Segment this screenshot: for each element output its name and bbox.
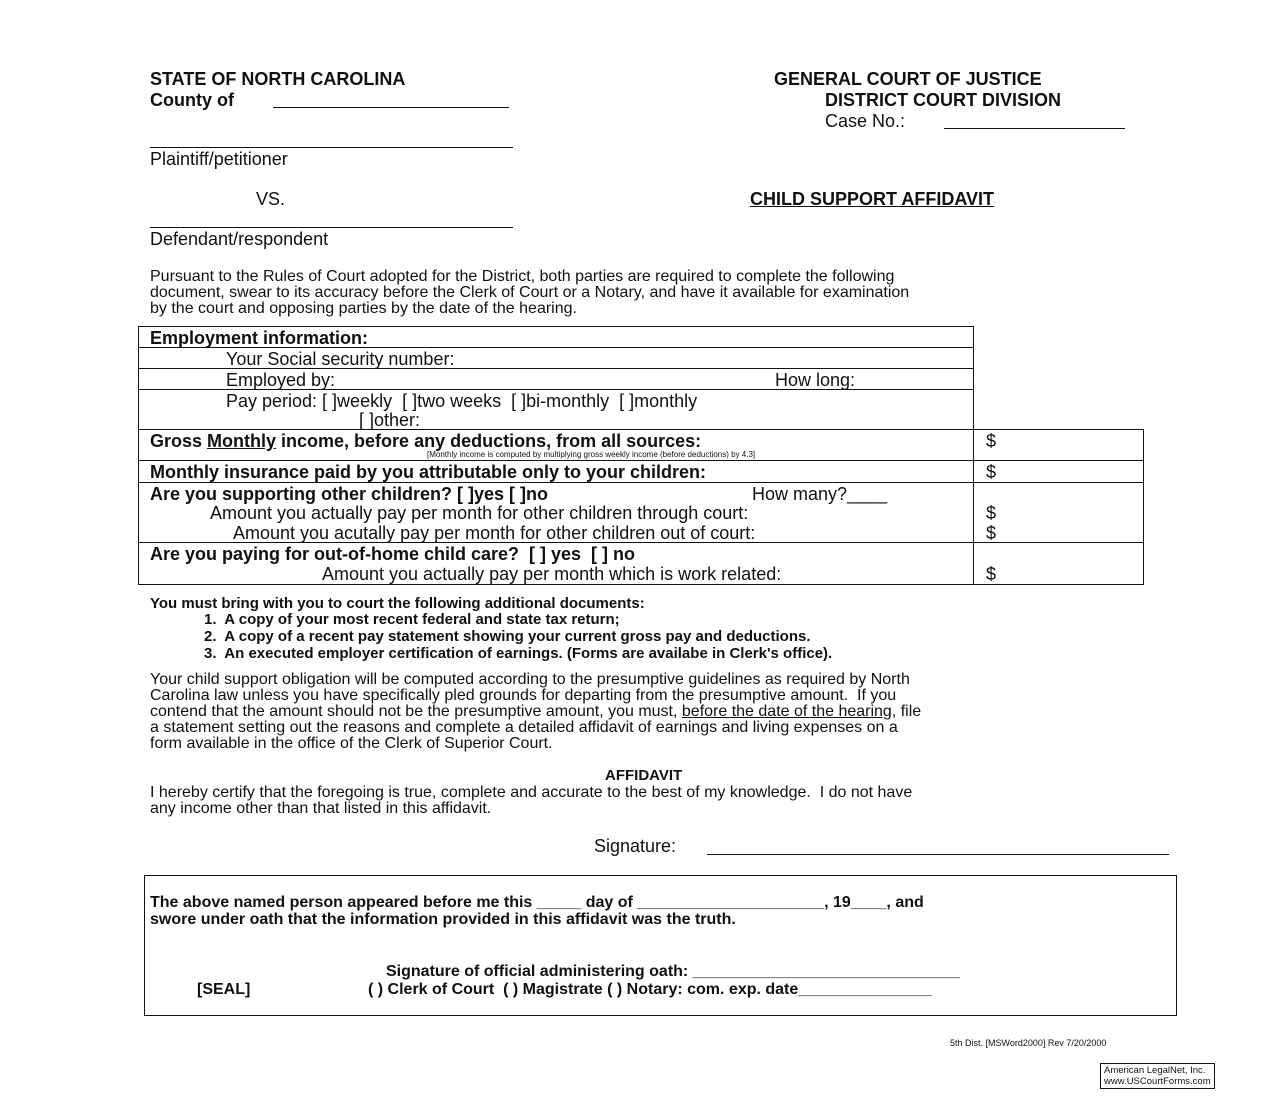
out-of-court-label: Amount you acutally pay per month for other children out of court: (233, 523, 756, 543)
how-long-label: How long: (775, 370, 856, 390)
through-court-amount[interactable]: $ (986, 503, 997, 523)
intro-line-1: Pursuant to the Rules of Court adopted for the District, both parties are required to complete the following (150, 268, 895, 285)
defendant-field-line[interactable] (150, 227, 513, 228)
signature-label: Signature: (594, 836, 677, 856)
pay-period-other[interactable]: [ ]other: (359, 410, 421, 430)
publisher-name: American LegalNet, Inc. (1104, 1065, 1206, 1076)
how-many-label[interactable]: How many?____ (752, 484, 888, 504)
document-item: 2. A copy of a recent pay statement showing your current gross pay and deductions. (204, 628, 811, 645)
through-court-label: Amount you actually pay per month for other children through court: (210, 503, 749, 523)
intro-line-2: document, swear to its accuracy before the Clerk of Court or a Notary, and have it available for examination (150, 284, 910, 301)
oath-line-1[interactable]: The above named person appeared before me this _____ day of _____________________, 19____, and (150, 894, 924, 911)
case-no-label: Case No.: (825, 111, 906, 131)
versus-label: VS. (256, 189, 286, 209)
official-signature-line[interactable]: Signature of official administering oath: ______________________________ (386, 963, 960, 980)
out-of-court-amount[interactable]: $ (986, 523, 997, 543)
plaintiff-field-line[interactable] (150, 147, 513, 148)
plaintiff-label: Plaintiff/petitioner (150, 149, 288, 169)
case-no-field-line[interactable] (944, 128, 1125, 129)
intro-line-3: by the court and opposing parties by the date of the hearing. (150, 300, 577, 317)
obligation-line-3: contend that the amount should not be the presumptive amount, you must, before the date of the hearing, file (150, 703, 922, 720)
gross-income-label: Gross Monthly income, before any deductions, from all sources: (150, 431, 702, 451)
ssn-label: Your Social security number: (226, 349, 455, 369)
pay-period-options[interactable]: Pay period: [ ]weekly [ ]two weeks [ ]bi-monthly [ ]monthly (226, 391, 698, 411)
obligation-line-2: Carolina law unless you have specifically pled grounds for departing from the presumptive amount. If you (150, 687, 897, 704)
obligation-line-5: form available in the office of the Clerk of Superior Court. (150, 735, 553, 752)
employment-heading: Employment information: (150, 328, 369, 348)
table-divider (138, 460, 1143, 461)
seal-label: [SEAL] (197, 981, 251, 998)
county-label: County of (150, 90, 234, 110)
signature-line[interactable] (707, 854, 1169, 855)
affidavit-line-1: I hereby certify that the foregoing is true, complete and accurate to the best of my knowledge. I do not have (150, 784, 913, 801)
court-heading: GENERAL COURT OF JUSTICE (774, 69, 1042, 89)
affidavit-line-2: any income other than that listed in this affidavit. (150, 800, 492, 817)
other-children-question[interactable]: Are you supporting other children? [ ]yes [ ]no (150, 484, 549, 504)
publisher-url: www.USCourtForms.com (1104, 1076, 1211, 1087)
gross-income-amount[interactable]: $ (986, 431, 997, 451)
insurance-amount[interactable]: $ (986, 462, 997, 482)
document-item: 3. An executed employer certification of earnings. (Forms are availabe in Clerk's office). (204, 645, 833, 662)
gross-income-note: [Monthly income is computed by multiplying gross weekly income (before deductions) by 4.3] (427, 450, 756, 459)
officer-options[interactable]: ( ) Clerk of Court ( ) Magistrate ( ) Notary: com. exp. date_______________ (368, 981, 932, 998)
work-related-amount[interactable]: $ (986, 564, 997, 584)
documents-heading: You must bring with you to court the following additional documents: (150, 595, 645, 612)
document-item: 1. A copy of your most recent federal and state tax return; (204, 611, 620, 628)
division-heading: DISTRICT COURT DIVISION (825, 90, 1062, 110)
child-care-question[interactable]: Are you paying for out-of-home child care? [ ] yes [ ] no (150, 544, 636, 564)
defendant-label: Defendant/respondent (150, 229, 329, 249)
state-heading: STATE OF NORTH CAROLINA (150, 69, 406, 89)
oath-line-2: swore under oath that the information provided in this affidavit was the truth. (150, 911, 736, 928)
obligation-line-4: a statement setting out the reasons and complete a detailed affidavit of earnings and living expenses on a (150, 719, 898, 736)
county-field-line[interactable] (273, 107, 509, 108)
insurance-label: Monthly insurance paid by you attributable only to your children: (150, 462, 707, 482)
publisher-stamp (1100, 1063, 1215, 1089)
work-related-label: Amount you actually pay per month which is work related: (322, 564, 782, 584)
employer-label: Employed by: (226, 370, 336, 390)
revision-note: 5th Dist. [MSWord2000] Rev 7/20/2000 (950, 1038, 1107, 1048)
obligation-line-1: Your child support obligation will be computed according to the presumptive guidelines as required by North (150, 671, 910, 688)
affidavit-heading: AFFIDAVIT (605, 767, 683, 784)
amount-column-divider (973, 429, 974, 584)
form-title: CHILD SUPPORT AFFIDAVIT (750, 189, 994, 209)
